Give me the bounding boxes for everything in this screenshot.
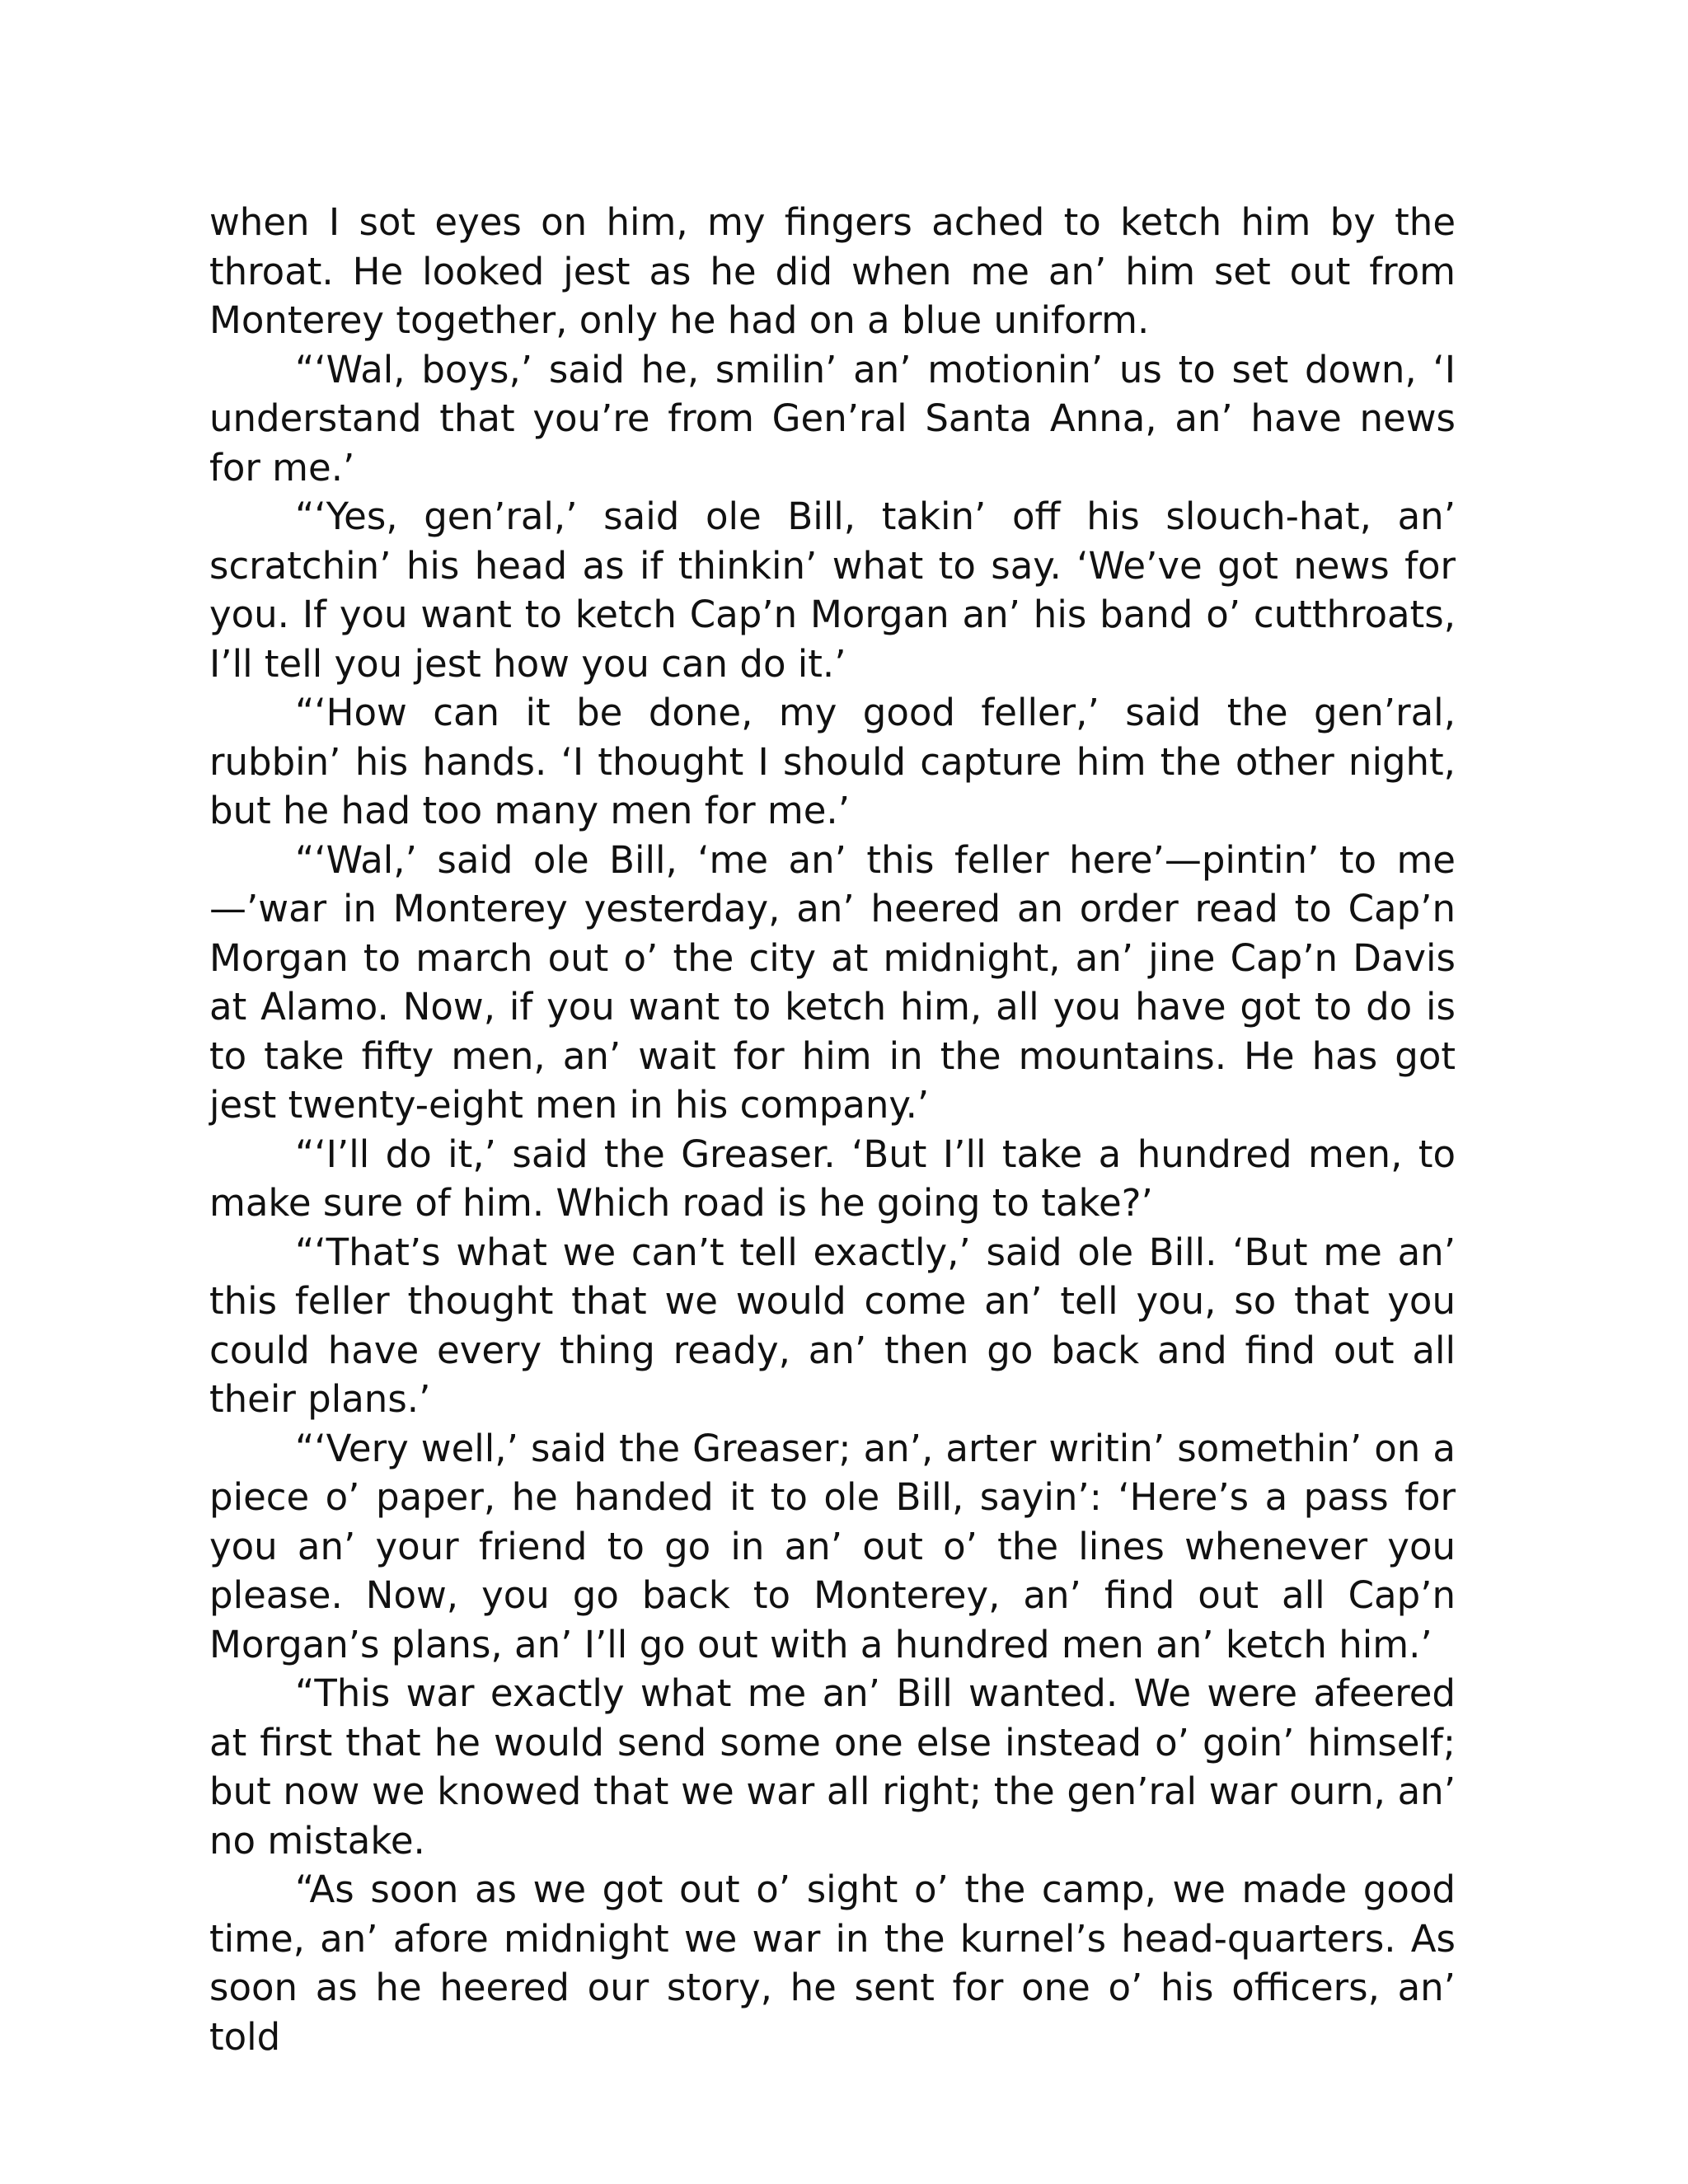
page-body-text <box>209 198 1456 2061</box>
paragraph: “‘That’s what we can’t tell exactly,’ said ole Bill. ‘But me an’ this feller thought that we would come an’ tell you, so that you could have every thing ready, an’ then go back and find out all their plans.’ <box>209 1230 1456 1421</box>
paragraph: “‘Wal, boys,’ said he, smilin’ an’ motionin’ us to set down, ‘I understand that you’re from Gen’ral Santa Anna, an’ have news for me.’ <box>209 347 1456 490</box>
paragraph: “‘Very well,’ said the Greaser; an’, arter writin’ somethin’ on a piece o’ paper, he handed it to ole Bill, sayin’: ‘Here’s a pass for you an’ your friend to go in an’ out o’ the lines whenever you please. Now, you go back to Monterey, an’ find out all Cap’n Morgan’s plans, an’ I’ll go out with a hundred men an’ ketch him.’ <box>209 1426 1456 1666</box>
paragraph: when I sot eyes on him, my fingers ached to ketch him by the throat. He looked jest as he did when me an’ him set out from Monterey together, only he had on a blue uniform. <box>209 200 1456 342</box>
paragraph: “As soon as we got out o’ sight o’ the camp, we made good time, an’ afore midnight we war in the kurnel’s head-quarters. As soon as he heered our story, he sent for one o’ his officers, an’ told <box>209 1868 1456 2059</box>
paragraph: “This war exactly what me an’ Bill wanted. We were afeered at first that he would send some one else instead o’ goin’ himself; but now we knowed that we war all right; the gen’ral war ourn, an’ no mistake. <box>209 1671 1456 1863</box>
paragraph: “‘Yes, gen’ral,’ said ole Bill, takin’ off his slouch-hat, an’ scratchin’ his head as if thinkin’ what to say. ‘We’ve got news for you. If you want to ketch Cap’n Morgan an’ his band o’ cutthroats, I’ll tell you jest how you can do it.’ <box>209 494 1456 686</box>
paragraph: “‘How can it be done, my good feller,’ said the gen’ral, rubbin’ his hands. ‘I thought I should capture him the other night, but he had too many men for me.’ <box>209 691 1456 832</box>
paragraph: “‘I’ll do it,’ said the Greaser. ‘But I’ll take a hundred men, to make sure of him. Which road is he going to take?’ <box>209 1132 1456 1225</box>
paragraph: “‘Wal,’ said ole Bill, ‘me an’ this feller here’—pintin’ to me—’war in Monterey yesterday, an’ heered an order read to Cap’n Morgan to march out o’ the city at midnight, an’ jine Cap’n Davis at Alamo. Now, if you want to ketch him, all you have got to do is to take fifty men, an’ wait for him in the mountains. He has got jest twenty-eight men in his company.’ <box>209 837 1456 1127</box>
